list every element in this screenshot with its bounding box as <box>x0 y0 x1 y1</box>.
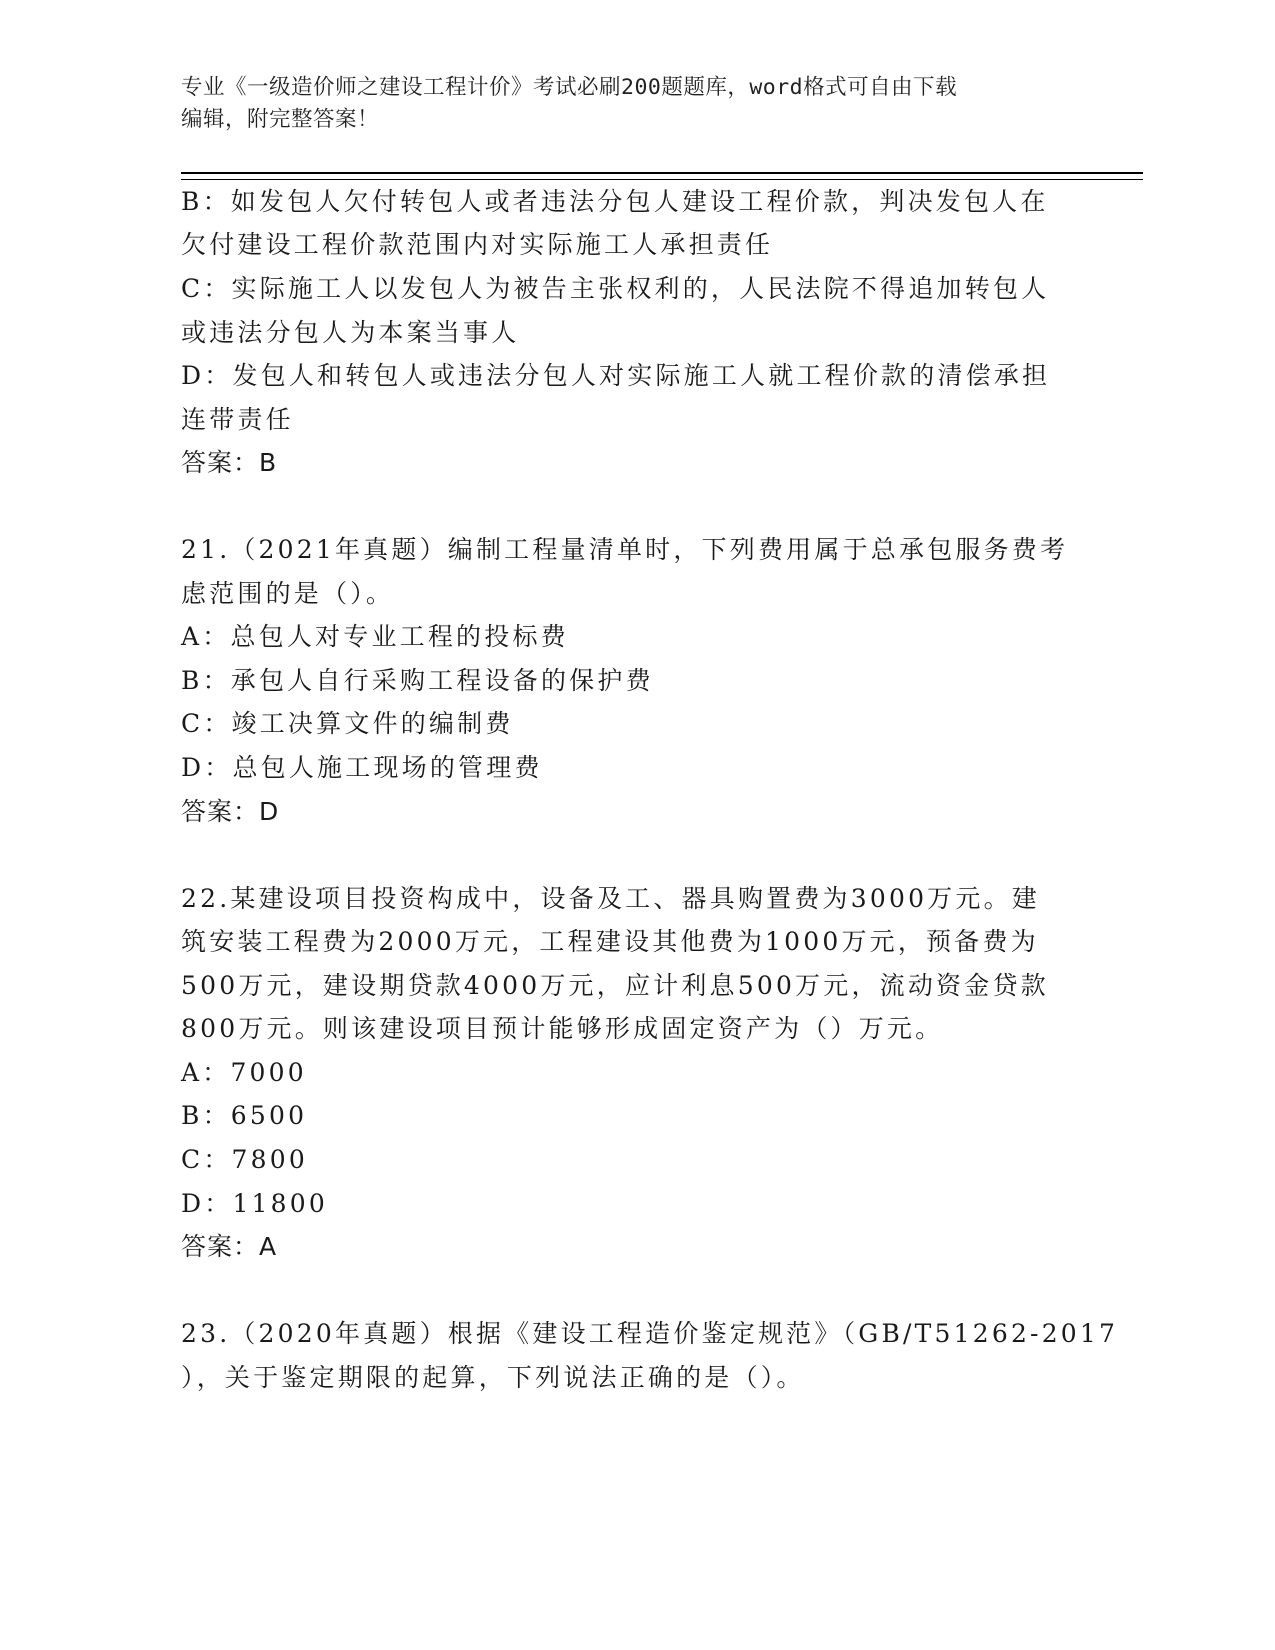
header-divider-thin <box>181 179 1143 180</box>
q23-stem-line-2: ），关于鉴定期限的起算，下列说法正确的是（）。 <box>181 1363 805 1392</box>
header-title-line-1: 专业《一级造价师之建设工程计价》考试必刷200题题库，word格式可自由下载 <box>181 75 958 100</box>
q22-option-a: A：7000 <box>181 1058 307 1087</box>
q23-stem-line-1: 23.（2020年真题）根据《建设工程造价鉴定规范》（GB/T51262-2017 <box>181 1319 1119 1348</box>
q20-option-d-line-1: D：发包人和转包人或违法分包人对实际施工人就工程价款的清偿承担 <box>181 361 1051 390</box>
q22-stem-line-1: 22.某建设项目投资构成中，设备及工、器具购置费为3000万元。建 <box>181 884 1040 913</box>
q22-stem-line-2: 筑安装工程费为2000万元，工程建设其他费为1000万元，预备费为 <box>181 927 1039 956</box>
q21-stem-line-2: 虑范围的是（）。 <box>181 579 395 608</box>
header-divider-thick <box>181 172 1143 174</box>
q21-stem-line-1: 21.（2021年真题）编制工程量清单时，下列费用属于总承包服务费考 <box>181 535 1069 564</box>
q22-stem-line-3: 500万元，建设期贷款4000万元，应计利息500万元，流动资金贷款 <box>181 971 1049 1000</box>
q22-option-d: D：11800 <box>181 1189 328 1218</box>
q20-option-b-line-2: 欠付建设工程价款范围内对实际施工人承担责任 <box>181 230 774 259</box>
q21-answer: 答案：D <box>181 797 280 826</box>
q20-option-d-line-2: 连带责任 <box>181 405 294 434</box>
q22-option-b: B：6500 <box>181 1101 308 1130</box>
q22-answer: 答案：A <box>181 1232 278 1261</box>
q20-option-c-line-2: 或违法分包人为本案当事人 <box>181 318 520 347</box>
q20-answer: 答案：B <box>181 448 278 477</box>
q20-option-b-line-1: B：如发包人欠付转包人或者违法分包人建设工程价款，判决发包人在 <box>181 187 1049 216</box>
q22-stem-line-4: 800万元。则该建设项目预计能够形成固定资产为（）万元。 <box>181 1014 944 1043</box>
header-title-line-2: 编辑，附完整答案！ <box>181 107 380 132</box>
q21-option-c: C：竣工决算文件的编制费 <box>181 709 514 738</box>
q22-option-c: C：7800 <box>181 1145 308 1174</box>
q21-option-a: A：总包人对专业工程的投标费 <box>181 622 569 651</box>
q21-option-b: B：承包人自行采购工程设备的保护费 <box>181 666 654 695</box>
document-header <box>181 72 1061 136</box>
q21-option-d: D：总包人施工现场的管理费 <box>181 753 543 782</box>
q20-option-c-line-1: C：实际施工人以发包人为被告主张权利的，人民法院不得追加转包人 <box>181 274 1050 303</box>
